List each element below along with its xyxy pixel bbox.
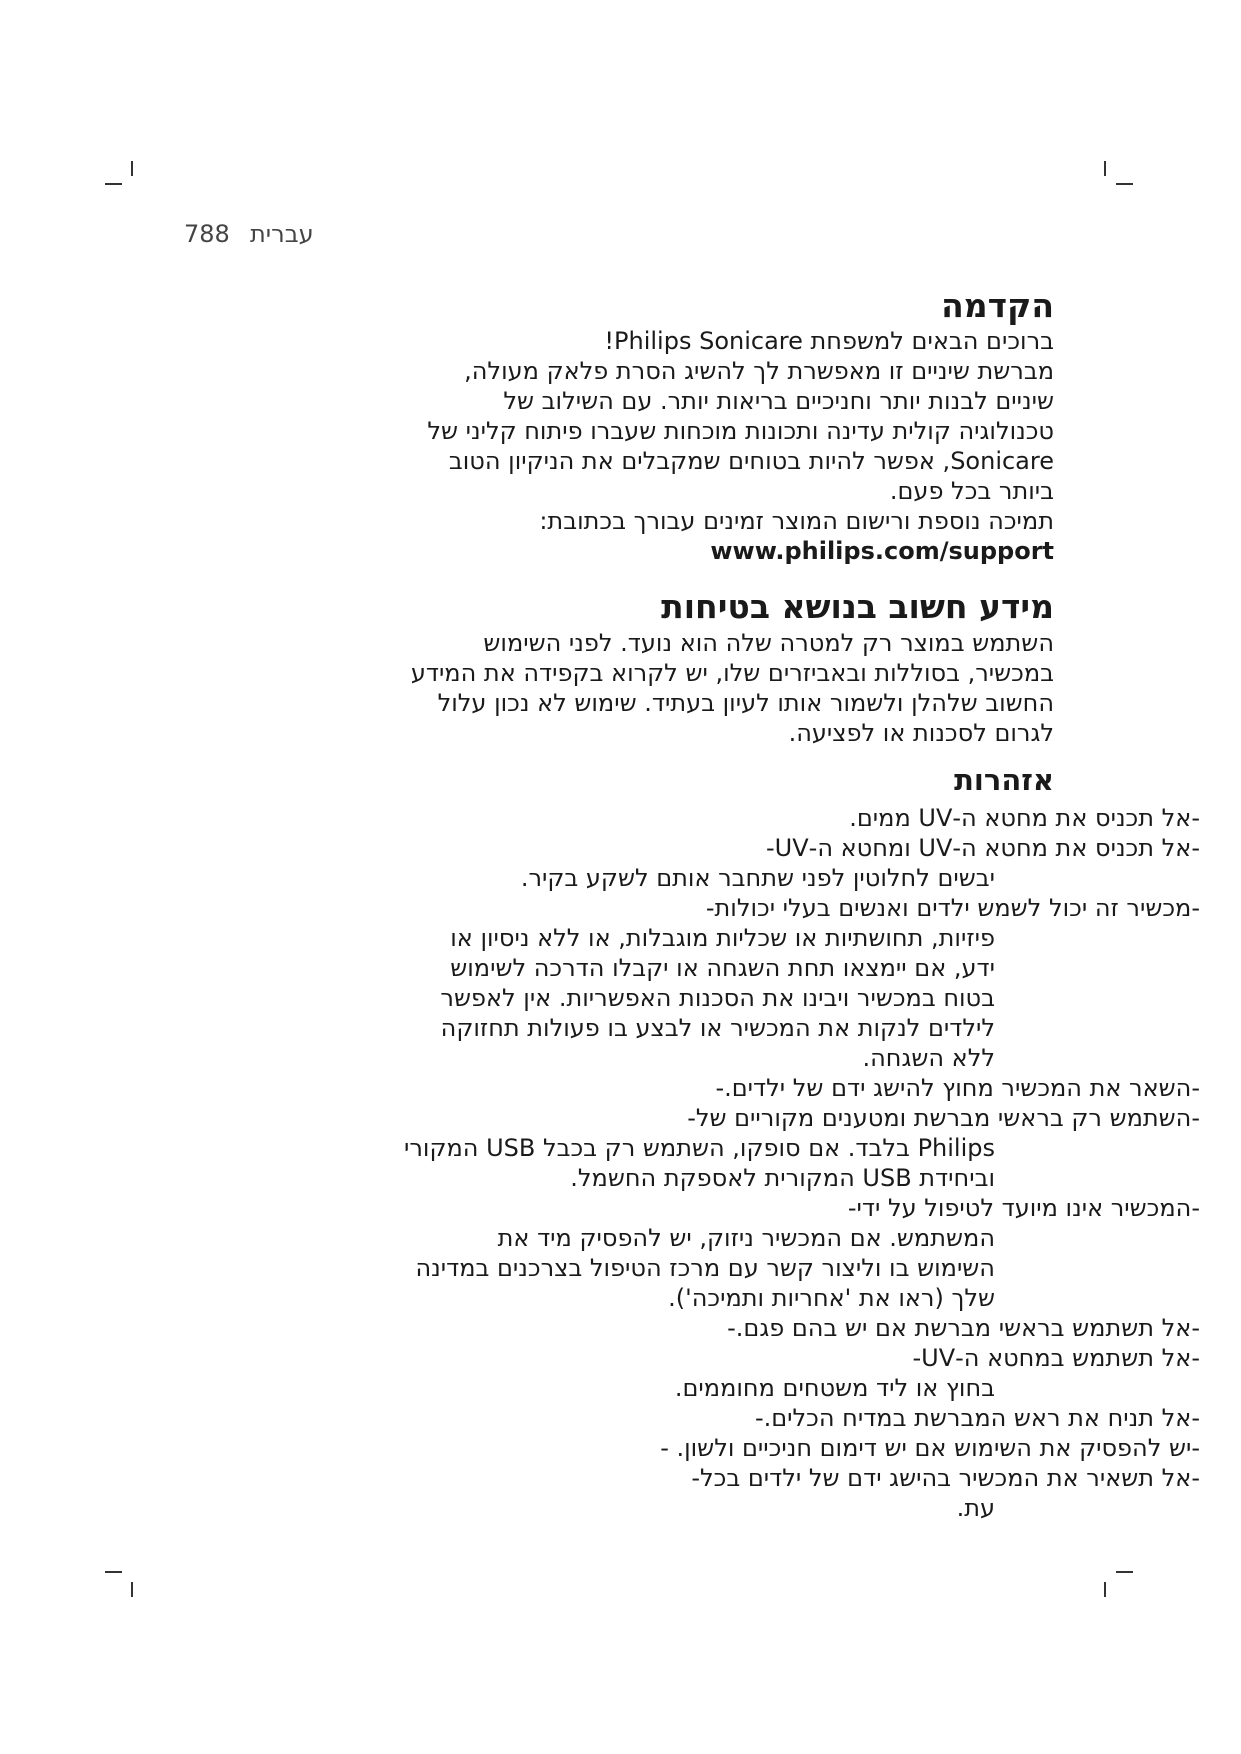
safety-line: במכשיר, בסוללות ובאביזרים שלו, יש לקרוא בקפידה את המידע [410,659,1054,687]
warning-bullet-start: -אל תכניס את מחטא ה-UV ממים. [849,804,1200,832]
safety-heading: מידע חשוב בנושא בטיחות [661,587,1054,626]
warning-line: שלך (ראו את 'אחריות ותמיכה'). [668,1284,995,1312]
warning-bullet-start: -השאר את המכשיר מחוץ להישג ידם של ילדים.- [715,1074,1200,1102]
intro-line: תמיכה נוספת ורישום המוצר זמינים עבורך בכתובת: [539,507,1054,535]
intro-line: מברשת שיניים זו מאפשרת לך להשיג הסרת פלאק מעולה, [464,357,1054,385]
crop-mark-bottom-left-horizontal [105,1571,122,1573]
warning-side-text [847,1193,1200,1223]
language-label: עברית [250,220,314,248]
intro-line: ברוכים הבאים למשפחת Philips Sonicare! [604,327,1054,355]
intro-paragraph [380,326,1054,566]
warning-line: בטוח במכשיר ויבינו את הסכנות האפשריות. אין לאפשר [440,984,995,1012]
warning-bullet-start: -אל תשאיר את המכשיר בהישג ידם של ילדים בכל- [691,1464,1200,1492]
page-number: 788 [184,220,230,248]
warning-side-text [715,1073,1200,1103]
intro-heading: הקדמה [941,286,1054,325]
warning-line: המשתמש. אם המכשיר ניזוק, יש להפסיק מיד את [497,1224,995,1252]
safety-paragraph [380,628,1054,748]
intro-line: שיניים לבנות יותר וחניכיים בריאות יותר. עם השילוב של [503,387,1054,415]
warning-bullet-start: -המכשיר אינו מיועד לטיפול על ידי- [847,1194,1200,1222]
warning-side-text [660,1433,1200,1463]
safety-line: לגרום לסכנות או לפציעה. [788,719,1054,747]
safety-line: החשוב שלהלן ולשמור אותו לעיון בעתיד. שימוש לא נכון עלול [437,689,1054,717]
intro-line: טכנולוגיה קולית עדינה ותכונות מוכחות שעברו פיתוח קליני של [427,417,1054,445]
crop-mark-bottom-right-vertical [1104,1582,1106,1597]
warning-side-text [912,1343,1200,1373]
warning-line: פיזיות, תחושתיות או שכליות מוגבלות, או ללא ניסיון או [450,924,995,952]
warning-line: עת. [956,1494,995,1522]
warning-side-text [687,1103,1200,1133]
warning-bullet-start: -מכשיר זה יכול לשמש ילדים ואנשים בעלי יכולות- [705,894,1200,922]
crop-mark-top-left-vertical [131,161,133,176]
safety-line: השתמש במוצר רק למטרה שלה הוא נועד. לפני השימוש [483,629,1054,657]
warning-side-text [754,1403,1200,1433]
intro-line: Sonicare, אפשר להיות בטוחים שמקבלים את הניקיון הטוב [448,447,1054,475]
warning-bullet-start: -אל תכניס את מחטא ה-UV ומחטא ה-UV- [766,834,1200,862]
crop-mark-top-right-vertical [1104,161,1106,176]
crop-mark-top-left-horizontal [105,183,122,185]
warning-bullet-start: -אל תשתמש במחטא ה-UV- [912,1344,1200,1372]
warning-line: בחוץ או ליד משטחים מחוממים. [674,1374,995,1402]
warning-line: וביחידת USB המקורית לאספקת החשמל. [570,1164,995,1192]
warning-line: Philips בלבד. אם סופקו, השתמש רק בכבל USB המקורי [403,1134,995,1162]
warning-side-text [691,1463,1200,1493]
warning-line: לילדים לנקות את המכשיר או לבצע בו פעולות תחזוקה [440,1014,995,1042]
warning-bullet-start: -אל תניח את ראש המברשת במדיח הכלים.- [754,1404,1200,1432]
warning-bullet-start: -יש להפסיק את השימוש אם יש דימום חניכיים ולשון. - [660,1434,1200,1462]
intro-line: ביותר בכל פעם. [889,477,1054,505]
warnings-heading: אזהרות [954,763,1054,797]
warning-line: השימוש בו וליצור קשר עם מרכז הטיפול בצרכנים במדינה [415,1254,995,1282]
warning-line: ללא השגחה. [862,1044,995,1072]
warning-bullet-start: -אל תשתמש בראשי מברשת אם יש בהם פגם.- [727,1314,1200,1342]
warning-line: יבשים לחלוטין לפני שתחבר אותם לשקע בקיר. [520,864,995,892]
crop-mark-bottom-left-vertical [131,1582,133,1597]
warning-bullet-start: -השתמש רק בראשי מברשת ומטענים מקוריים של- [687,1104,1200,1132]
warning-side-text [849,803,1200,833]
warning-side-text [766,833,1200,863]
support-url: www.philips.com/support [710,537,1054,565]
warning-side-text [727,1313,1200,1343]
warning-side-text [705,893,1200,923]
crop-mark-bottom-right-horizontal [1116,1571,1133,1573]
crop-mark-top-right-horizontal [1116,183,1133,185]
warning-line: ידע, אם יימצאו תחת השגחה או יקבלו הדרכה לשימוש [450,954,995,982]
